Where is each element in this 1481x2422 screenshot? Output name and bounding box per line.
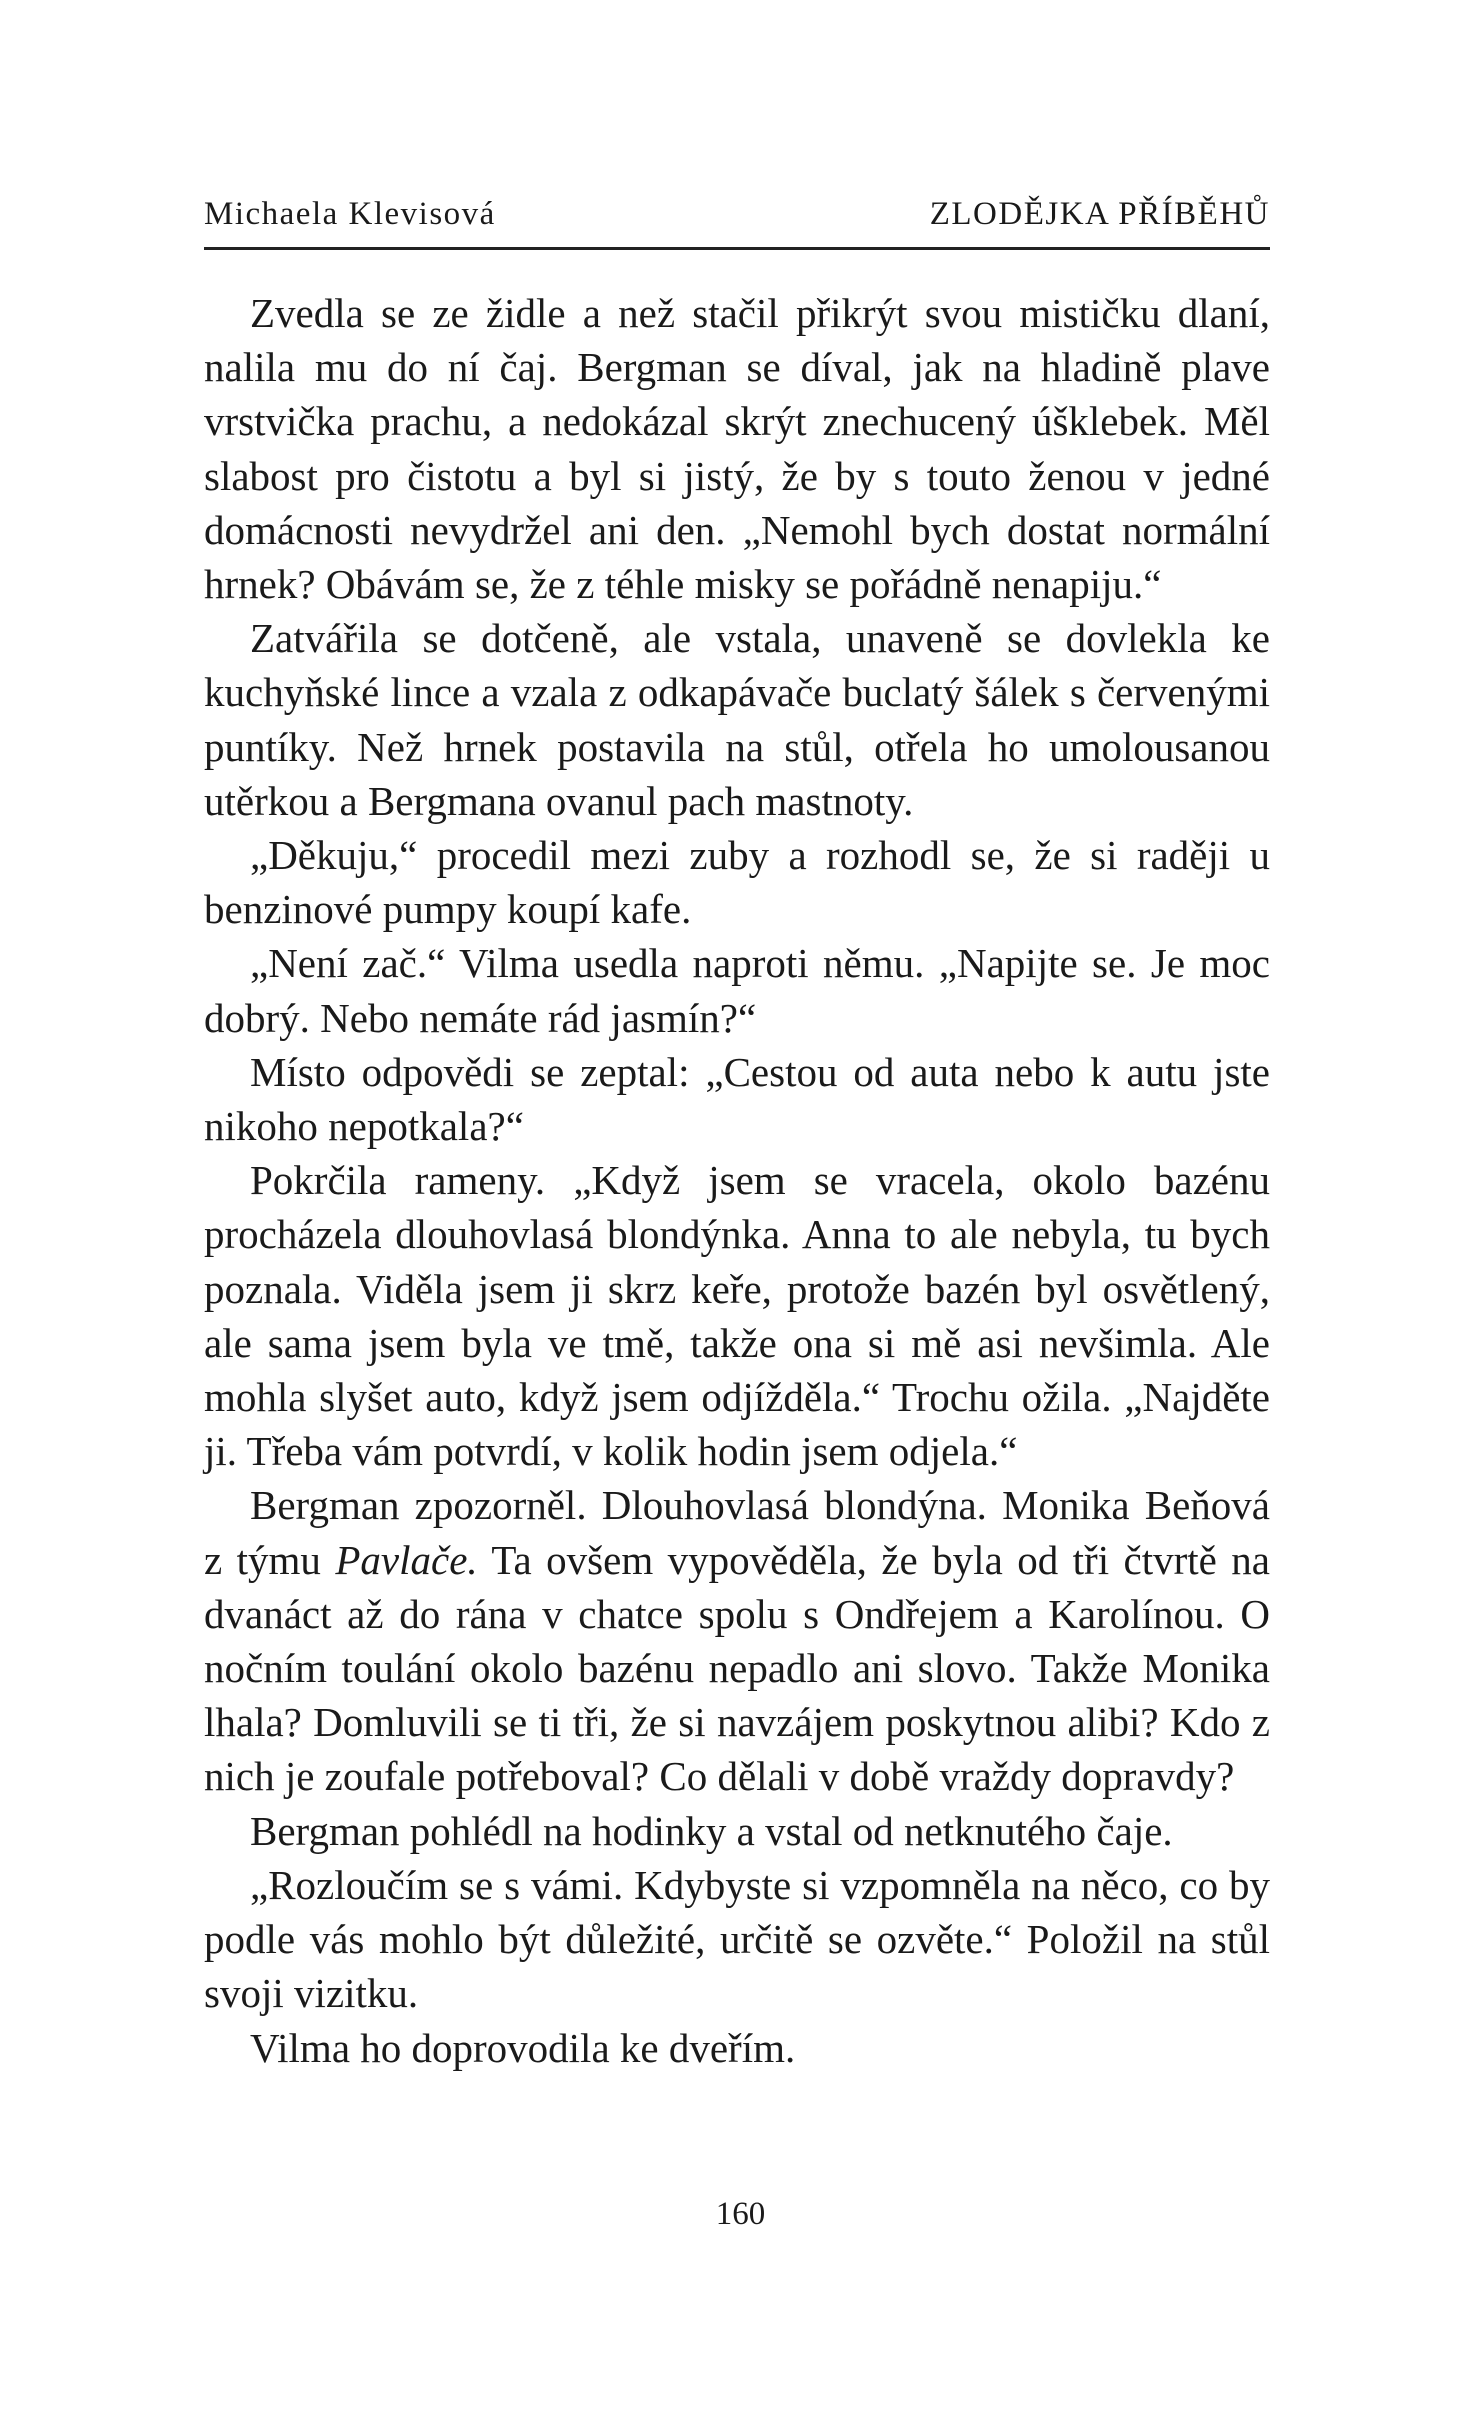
body-text — [204, 286, 1270, 2075]
paragraph — [204, 1478, 1270, 1803]
paragraph-text: Bergman zpozorněl. Dlouhovlasá blondýna. Monika Beňová z týmu — [204, 1482, 1270, 1583]
paragraph: Vilma ho doprovodila ke dveřím. — [250, 2024, 796, 2071]
running-header — [204, 196, 1270, 250]
header-book-title: ZLODĚJKA PŘÍBĚHŮ — [929, 196, 1270, 232]
paragraph: „Rozloučím se s vámi. Kdybyste si vzpomněla na něco, co by podle vás mohlo být důležité, určitě se ozvěte.“ Položil na stůl svoji vizitku. — [204, 1861, 1270, 2017]
italic-title: Pavlače. — [335, 1536, 478, 1583]
page-number: 160 — [715, 2196, 766, 2232]
header-author: Michaela Klevisová — [204, 196, 496, 232]
paragraph: Místo odpovědi se zeptal: „Cestou od auta nebo k autu jste nikoho nepotkala?“ — [204, 1048, 1270, 1150]
paragraph-text: Ta ovšem vypověděla, že byla od tři čtvrtě na dvanáct až do rána v chatce spolu s Ondřejem a Karolínou. O nočním toulání okolo bazénu nepadlo ani slovo. Takže Monika lhala? Domluvili se ti tři, že si navzájem poskytnou alibi? Kdo z nich je zoufale potřeboval? Co dělali v době vraždy dopravdy? — [204, 1536, 1270, 1800]
paragraph: Bergman pohlédl na hodinky a vstal od netknutého čaje. — [250, 1807, 1173, 1854]
paragraph: Pokrčila rameny. „Když jsem se vracela, okolo bazénu procházela dlouhovlasá blondýnka. Anna to ale nebyla, tu bych poznala. Viděla jsem ji skrz keře, protože bazén byl osvětlený, ale sama jsem byla ve tmě, takže ona si mě asi nevšimla. Ale mohla slyšet auto, když jsem odjížděla.“ Trochu ožila. „Najděte ji. Třeba vám potvrdí, v kolik hodin jsem odjela.“ — [204, 1157, 1270, 1475]
book-page — [204, 196, 1270, 2075]
paragraph: Zvedla se ze židle a než stačil přikrýt svou mističku dlaní, nalila mu do ní čaj. Bergman se díval, jak na hladině plave vrstvička prachu, a nedokázal skrýt znechucený úšklebek. Měl slabost pro čistotu a byl si jistý, že by s touto ženou v jedné domácnosti nevydržel ani den. „Nemohl bych dostat normální hrnek? Obávám se, že z téhle misky se pořádně nenapiju.“ — [204, 290, 1270, 608]
paragraph: „Děkuju,“ procedil mezi zuby a rozhodl se, že si raději u benzinové pumpy koupí kafe. — [204, 832, 1270, 933]
paragraph: Zatvářila se dotčeně, ale vstala, unaveně se dovlekla ke kuchyňské lince a vzala z odkapávače buclatý šálek s červenými puntíky. Než hrnek postavila na stůl, otřela ho umolousanou utěrkou a Bergmana ovanul pach mastnoty. — [204, 615, 1270, 824]
paragraph: „Není zač.“ Vilma usedla naproti němu. „Napijte se. Je moc dobrý. Nebo nemáte rád jasmín?“ — [204, 940, 1270, 1041]
